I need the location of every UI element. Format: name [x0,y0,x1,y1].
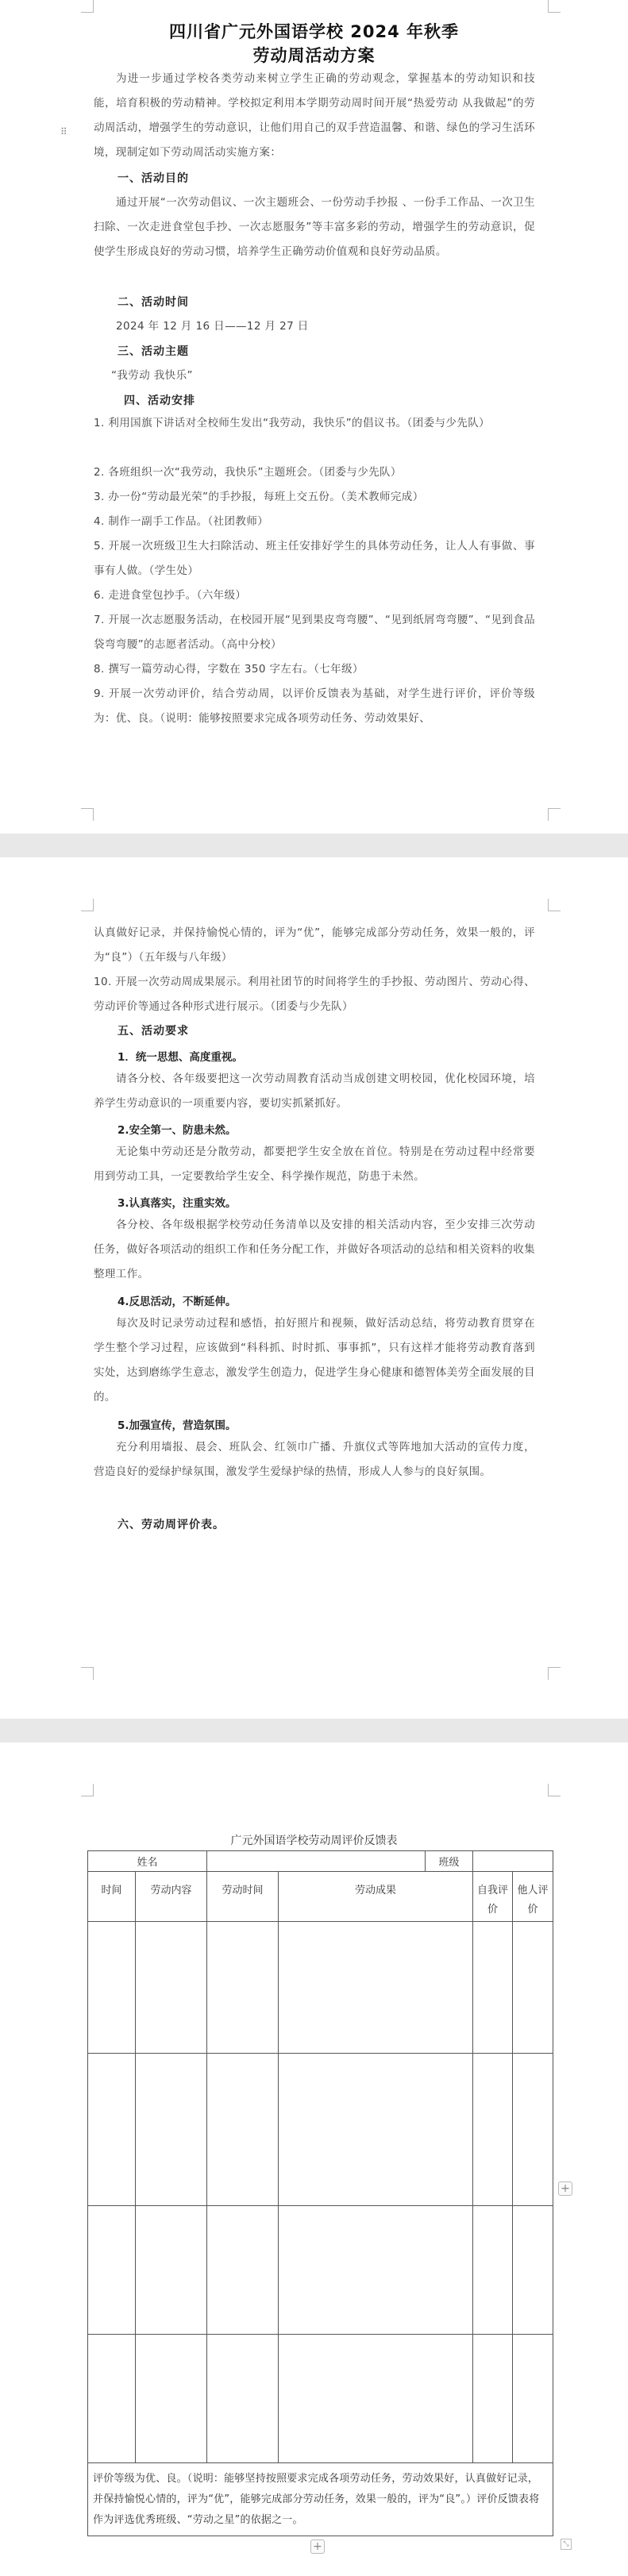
page-corner-mark [548,1784,561,1796]
col-header-result: 劳动成果 [279,1872,473,1922]
arrangement-item: 2. 各班组织一次“我劳动，我快乐”主题班会。（团委与少先队） [94,466,402,479]
section-heading-arrangement: 四、活动安排 [124,395,195,407]
drag-handle-icon[interactable]: ⠿ [60,126,67,137]
table-cell[interactable] [279,2206,473,2335]
page-corner-mark [548,0,561,13]
table-cell[interactable] [88,2335,136,2463]
activity-theme-text: “我劳动 我快乐” [111,369,193,382]
table-cell[interactable] [279,1922,473,2054]
add-row-button[interactable]: + [310,2539,325,2554]
form-title: 广元外国语学校劳动周评价反馈表 [230,1835,398,1847]
table-cell[interactable] [207,1922,279,2054]
arrangement-item: 3. 办一份“劳动最光荣”的手抄报，每班上交五份。（美术教师完成） [94,491,424,503]
table-resize-icon[interactable]: ⤡ [561,2539,572,2550]
table-cell[interactable] [136,1922,207,2054]
arrangement-item: 8. 撰写一篇劳动心得，字数在 350 字左右。（七年级） [94,663,364,676]
requirement-paragraph: 充分利用墙报、晨会、班队会、红领巾广播、升旗仪式等阵地加大活动的宣传力度，营造良好的爱绿护绿氛围，激发学生爱绿护绿的热情，形成人人参与的良好氛围。 [94,1441,535,1478]
add-column-button[interactable]: + [558,2181,572,2196]
table-cell[interactable] [88,2054,136,2206]
arrangement-item-10: 10. 开展一次劳动周成果展示。利用社团节的时间将学生的手抄报、劳动图片、劳动心得、劳动评价等通过各种形式进行展示。（团委与少先队） [94,976,535,1013]
evaluation-form-table [87,1850,553,2536]
table-cell[interactable] [88,1922,136,2054]
table-cell[interactable] [279,2335,473,2463]
table-row [88,2206,553,2335]
requirement-heading: 1．统一思想、高度重视。 [118,1051,243,1064]
requirement-heading: 3.认真落实，注重实效。 [118,1197,237,1210]
arrangement-item: 9. 开展一次劳动评价，结合劳动周，以评价反馈表为基础，对学生进行评价，评价等级为：优、良。（说明：能够按照要求完成各项劳动任务、劳动效果好、 [94,687,535,725]
table-row [88,2335,553,2463]
arrangement-item: 6. 走进食堂包抄手。（六年级） [94,589,247,602]
name-input-cell[interactable] [207,1851,426,1872]
page-corner-mark [81,899,94,911]
table-cell[interactable] [513,2335,553,2463]
arrangement-item: 1. 利用国旗下讲话对全校师生发出“我劳动，我快乐”的倡议书。（团委与少先队） [94,417,491,429]
table-cell[interactable] [473,2206,513,2335]
col-header-self-eval: 自我评价 [473,1872,513,1922]
col-header-content: 劳动内容 [136,1872,207,1922]
page-corner-mark [81,808,94,821]
col-header-other-eval: 他人评价 [513,1872,553,1922]
document-title-line1: 四川省广元外国语学校 2024 年秋季 [168,22,460,41]
page-corner-mark [548,808,561,821]
requirement-heading: 4.反思活动，不断延伸。 [118,1296,237,1308]
requirement-paragraph: 无论集中劳动还是分散劳动，都要把学生安全放在首位。特别是在劳动过程中经常要用到劳动工具，一定要教给学生安全、科学操作规范，防患于未然。 [94,1146,535,1183]
table-cell[interactable] [88,2206,136,2335]
table-cell[interactable] [513,2054,553,2206]
arrangement-item: 7. 开展一次志愿服务活动，在校园开展“见到果皮弯弯腰”、“见到纸屑弯弯腰”、“见到食品袋弯弯腰”的志愿者活动。（高中分校） [94,614,535,651]
arrangement-item: 5. 开展一次班级卫生大扫除活动、班主任安排好学生的具体劳动任务，让人人有事做、事事有人做。（学生处） [94,540,535,577]
page-corner-mark [81,1667,94,1680]
class-label-cell: 班级 [426,1851,473,1872]
requirement-heading: 5.加强宣传，营造氛围。 [118,1419,237,1432]
table-cell[interactable] [513,2206,553,2335]
name-label-cell: 姓名 [88,1851,207,1872]
table-cell[interactable] [473,2054,513,2206]
section-heading-requirements: 五、活动要求 [118,1025,189,1038]
table-cell[interactable] [207,2335,279,2463]
evaluation-note-cell: 评价等级为优、良。（说明：能够坚持按照要求完成各项劳动任务，劳动效果好，认真做好记录，并保持愉悦心情的，评为“优”，能够完成部分劳动任务，效果一般的，评为“良”。）评价反馈表将作为评选优秀班级、“劳动之星”的依据之一。 [88,2463,553,2536]
page-corner-mark [81,1784,94,1796]
table-row [88,1922,553,2054]
requirement-paragraph: 每次及时记录劳动过程和感悟，拍好照片和视频，做好活动总结，将劳动教育贯穿在学生整个学习过程，应该做到“科科抓、时时抓、事事抓”，只有这样才能将劳动教育落到实处，达到磨练学生意志，激发学生创造力，促进学生身心健康和德智体美劳全面发展的目的。 [94,1317,535,1404]
intro-paragraph: 为进一步通过学校各类劳动来树立学生正确的劳动观念，掌握基本的劳动知识和技能，培育积极的劳动精神。学校拟定利用本学期劳动周时间开展“热爱劳动 从我做起”的劳动周活动，增强学生的劳动意识，让他们用自己的双手营造温馨、和谐、绿色的学习生活环境，现制定如下劳动周活动实施方案： [94,72,535,159]
purpose-paragraph: 通过开展“一次劳动倡议、一次主题班会、一份劳动手抄报 、一份手工作品、一次卫生扫除、一次走进食堂包手抄、一次志愿服务”等丰富多彩的劳动，增强学生的劳动意识，促使学生形成良好的劳动习惯，培养学生正确劳动价值观和良好劳动品质。 [94,196,535,258]
section-heading-evaluation: 六、劳动周评价表。 [118,1519,225,1531]
requirement-heading: 2.安全第一、防患未然。 [118,1124,237,1137]
section-heading-purpose: 一、活动目的 [118,172,189,185]
table-cell[interactable] [207,2206,279,2335]
evaluation-continued-paragraph: 认真做好记录，并保持愉悦心情的，评为“优”，能够完成部分劳动任务，效果一般的，评为“良”）（五年级与八年级） [94,926,535,964]
activity-time-text: 2024 年 12 月 16 日——12 月 27 日 [116,320,309,333]
col-header-duration: 劳动时间 [207,1872,279,1922]
page-corner-mark [81,0,94,13]
table-cell[interactable] [136,2335,207,2463]
page-corner-mark [548,899,561,911]
requirement-paragraph: 各分校、各年级根据学校劳动任务清单以及安排的相关活动内容，至少安排三次劳动任务，做好各项活动的组织工作和任务分配工作，并做好各项活动的总结和相关资料的收集整理工作。 [94,1219,535,1280]
table-cell[interactable] [136,2054,207,2206]
table-cell[interactable] [513,1922,553,2054]
table-cell[interactable] [207,2054,279,2206]
class-input-cell[interactable] [473,1851,553,1872]
requirement-paragraph: 请各分校、各年级要把这一次劳动周教育活动当成创建文明校园，优化校园环境，培养学生劳动意识的一项重要内容，要切实抓紧抓好。 [94,1072,535,1110]
section-heading-time: 二、活动时间 [118,296,189,309]
table-cell[interactable] [136,2206,207,2335]
section-heading-theme: 三、活动主题 [118,345,189,358]
page-corner-mark [548,1667,561,1680]
col-header-time: 时间 [88,1872,136,1922]
table-cell[interactable] [473,2335,513,2463]
table-cell[interactable] [279,2054,473,2206]
table-cell[interactable] [473,1922,513,2054]
document-title-line2: 劳动周活动方案 [252,46,376,65]
table-row [88,2054,553,2206]
arrangement-item: 4. 制作一副手工作品。（社团教师） [94,515,269,528]
